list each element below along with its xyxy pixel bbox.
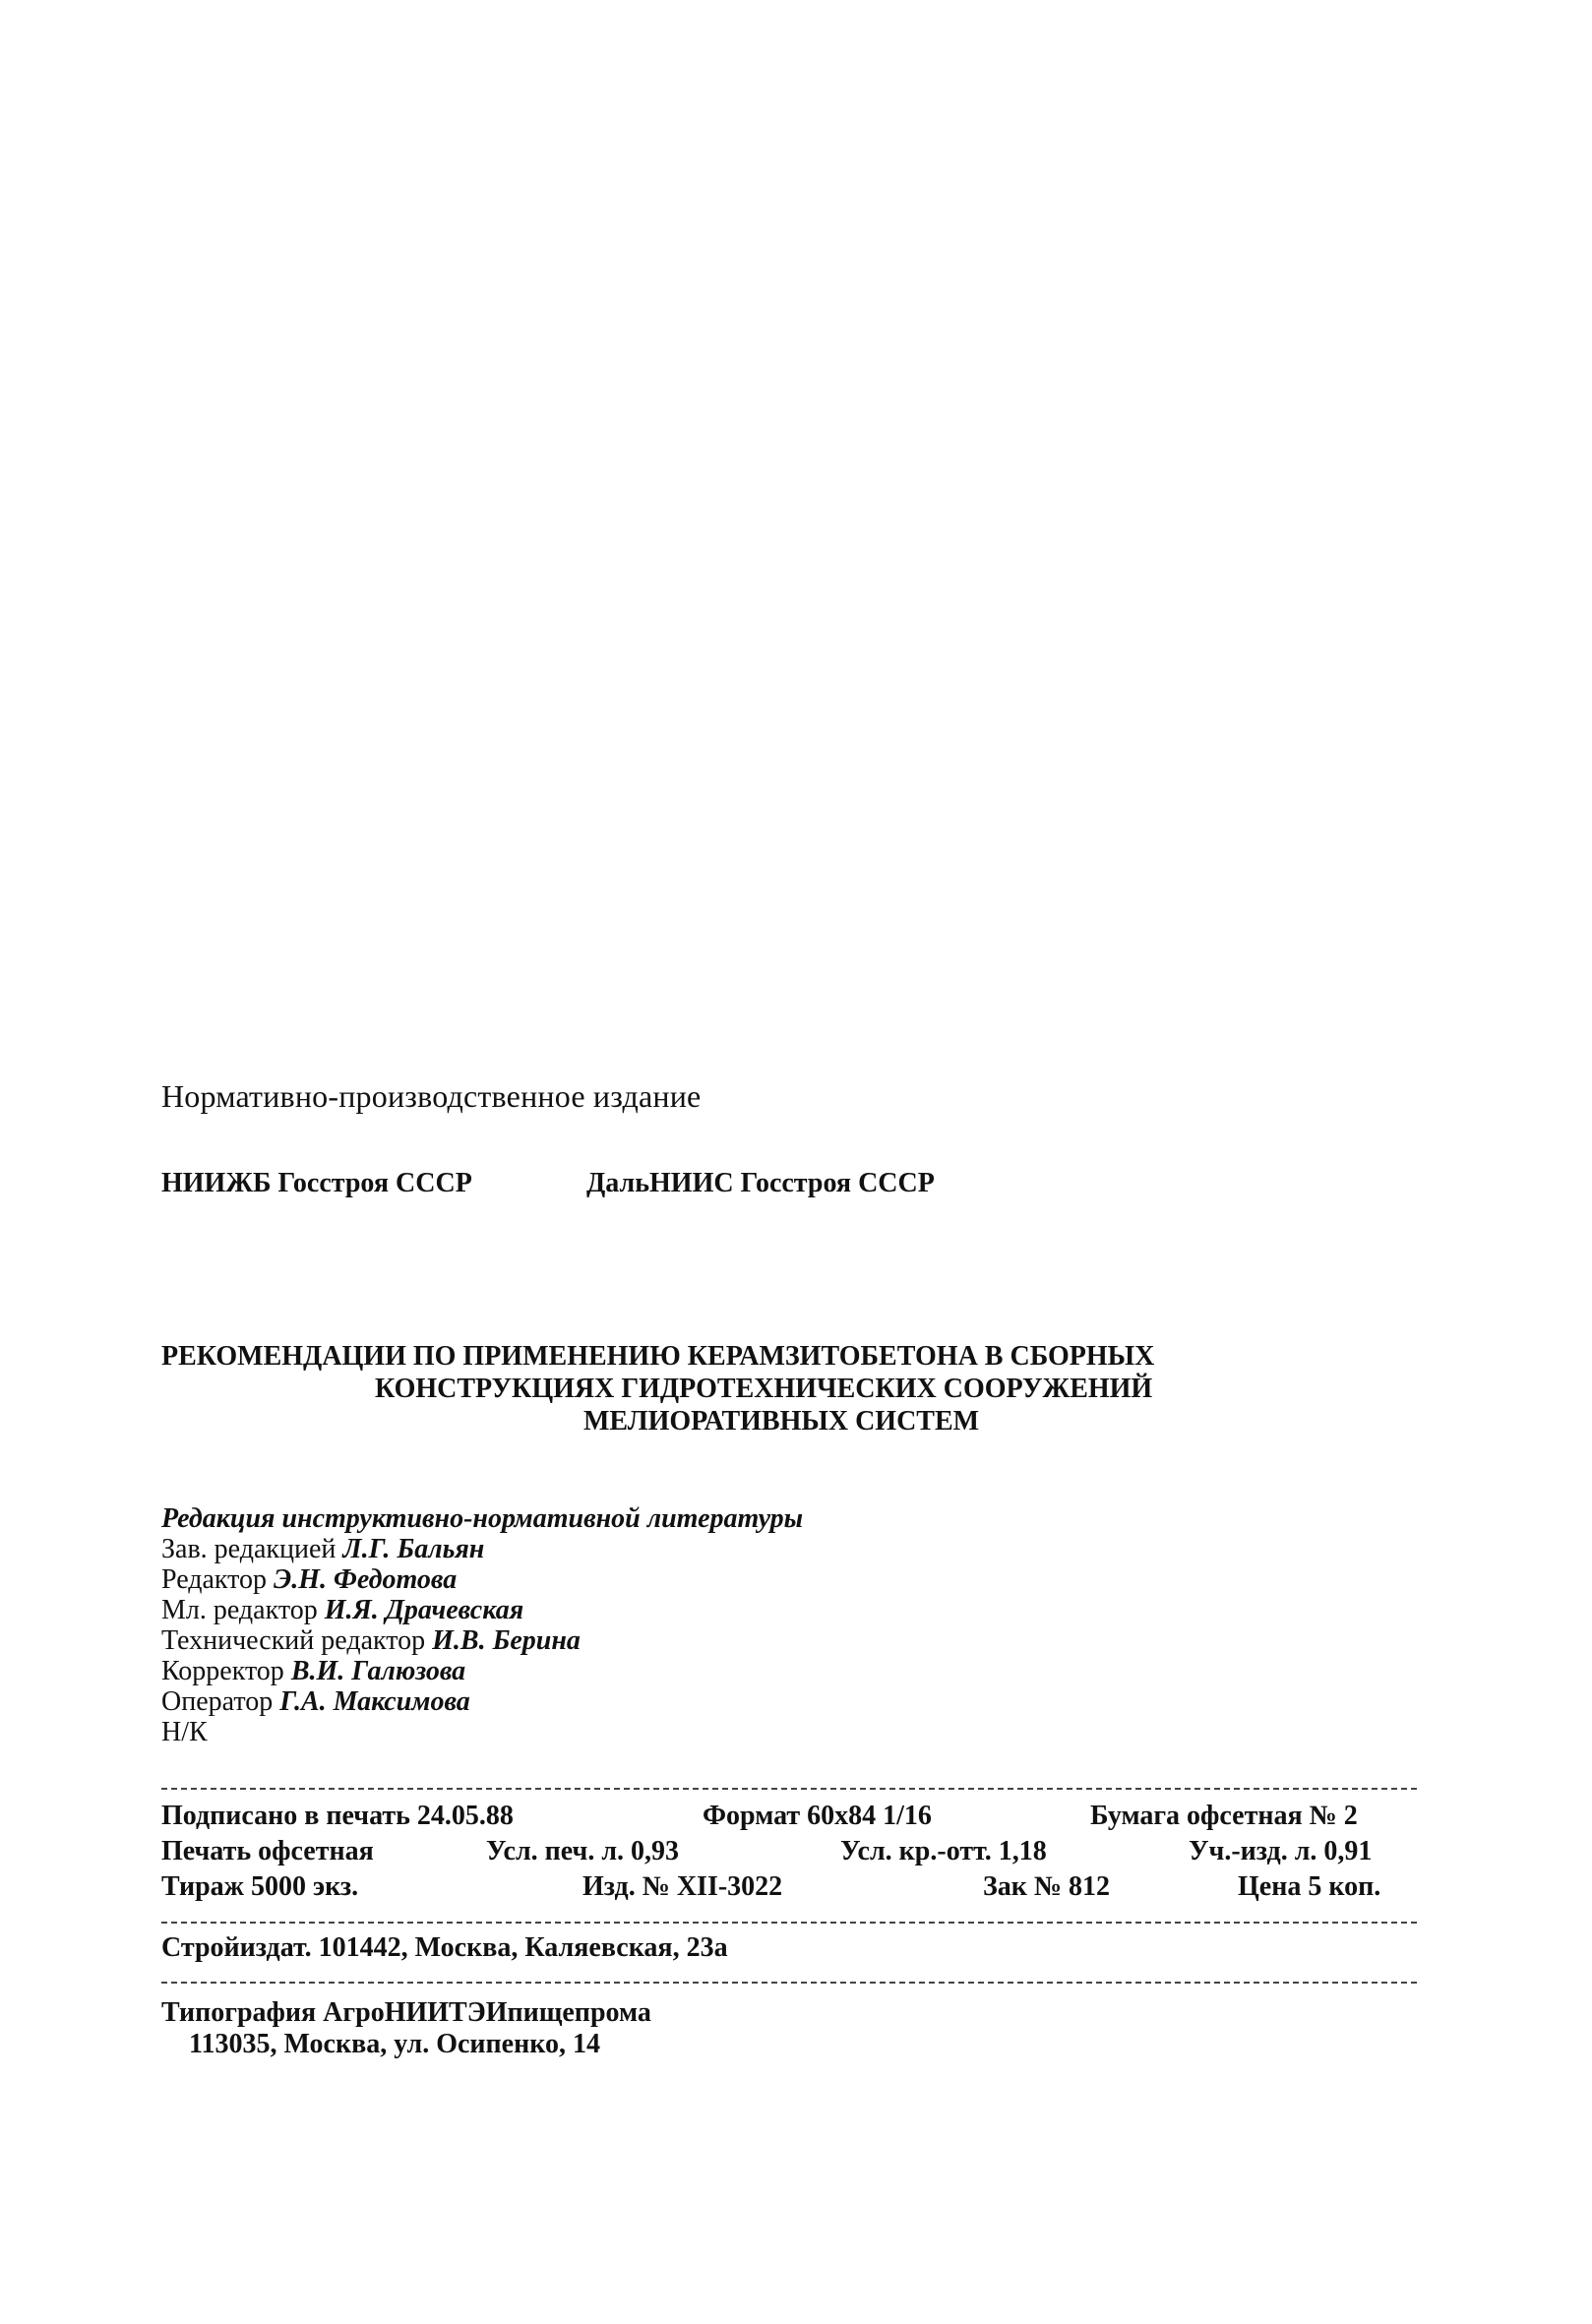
organizations <box>161 1168 935 1199</box>
credit-name: И.В. Берина <box>432 1625 581 1656</box>
publishing-sheets: Уч.-изд. л. 0,91 <box>1189 1836 1373 1866</box>
credit-name: Г.А. Максимова <box>279 1686 470 1717</box>
title-line-1: РЕКОМЕНДАЦИИ ПО ПРИМЕНЕНИЮ КЕРАМЗИТОБЕТОНА В СБОРНЫХ <box>161 1341 1155 1372</box>
organization-1: НИИЖБ Госстроя СССР <box>161 1168 472 1198</box>
title-line-3: МЕЛИОРАТИВНЫХ СИСТЕМ <box>583 1406 980 1437</box>
order-number: Зак № 812 <box>983 1871 1111 1902</box>
dashed-divider <box>161 1922 1417 1924</box>
credit-role: Мл. редактор <box>161 1595 325 1625</box>
publication-info-row-2 <box>161 1836 1417 1871</box>
credit-role: Корректор <box>161 1656 291 1686</box>
publication-info-row-1 <box>161 1801 1417 1836</box>
paper-format: Формат 60х84 1/16 <box>703 1801 932 1831</box>
signed-for-print: Подписано в печать 24.05.88 <box>161 1801 514 1831</box>
printing-house <box>161 1997 651 2060</box>
publisher: Стройиздат. 101442, Москва, Каляевская, 23а <box>161 1932 728 1963</box>
credit-row <box>161 1656 803 1686</box>
nk-mark: Н/К <box>161 1717 208 1747</box>
price: Цена 5 коп. <box>1238 1871 1381 1902</box>
credits-heading: Редакция инструктивно-нормативной литературы <box>161 1503 804 1534</box>
paper-type: Бумага офсетная № 2 <box>1090 1801 1358 1831</box>
dashed-divider <box>161 1788 1417 1790</box>
conventional-print-sheets: Усл. печ. л. 0,93 <box>486 1836 680 1866</box>
credit-row <box>161 1625 803 1656</box>
credit-role: Зав. редакцией <box>161 1534 343 1564</box>
organization-2: ДальНИИС Госстроя СССР <box>586 1168 935 1198</box>
credit-name: И.Я. Драчевская <box>324 1595 524 1625</box>
credit-role: Редактор <box>161 1564 275 1595</box>
credit-row <box>161 1534 803 1564</box>
credit-name: В.И. Галюзова <box>290 1656 466 1686</box>
edition-type: Нормативно-производственное издание <box>161 1078 702 1114</box>
credit-role: Оператор <box>161 1686 280 1717</box>
credit-name: Л.Г. Бальян <box>342 1534 485 1564</box>
printer-name: Типография АгроНИИТЭИпищепрома <box>161 1997 651 2028</box>
credit-name: Э.Н. Федотова <box>274 1564 458 1595</box>
publication-info-row-3 <box>161 1871 1417 1907</box>
title-line-2: КОНСТРУКЦИЯХ ГИДРОТЕХНИЧЕСКИХ СООРУЖЕНИЙ <box>375 1374 1153 1404</box>
credit-role: Технический редактор <box>161 1625 433 1656</box>
credit-row <box>161 1595 803 1625</box>
conventional-color-prints: Усл. кр.-отт. 1,18 <box>840 1836 1047 1866</box>
print-method: Печать офсетная <box>161 1836 374 1866</box>
document-title <box>161 1340 1303 1437</box>
edition-number: Изд. № XII-3022 <box>582 1871 783 1902</box>
editorial-credits <box>161 1503 803 1747</box>
dashed-divider <box>161 1982 1417 1984</box>
printer-address: 113035, Москва, ул. Осипенко, 14 <box>189 2029 601 2059</box>
credit-row <box>161 1686 803 1717</box>
credit-row <box>161 1564 803 1595</box>
print-run: Тираж 5000 экз. <box>161 1871 359 1902</box>
